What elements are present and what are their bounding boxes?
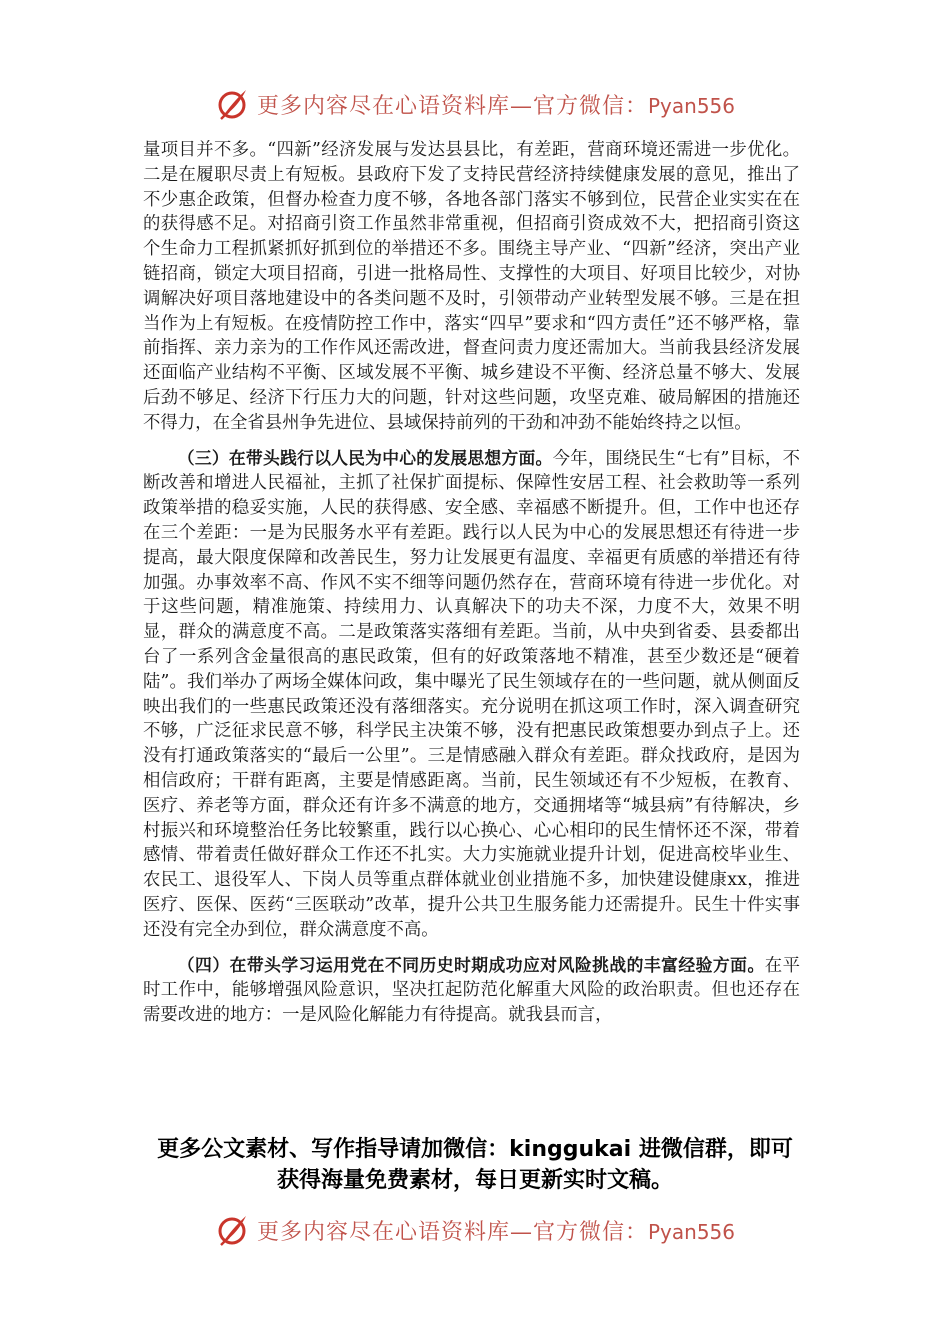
quill-logo-icon — [215, 1212, 251, 1248]
section-4-heading: （四）在带头学习运用党在不同历史时期成功应对风险挑战的丰富经验方面。 — [177, 954, 765, 975]
wechat-id: Pyan556 — [648, 1219, 736, 1244]
banner-text: 更多内容尽在心语资料库—官方微信：Pyan556 — [256, 1219, 736, 1245]
wechat-id: Pyan556 — [648, 93, 736, 118]
paragraph-continuation: 量项目并不多。“四新”经济发展与发达县县比，有差距，营商环境还需进一步优化。二是在履职尽责上有短板。县政府下发了支持民营经济持续健康发展的意见，推出了不少惠企政策，但督办检查力度不够，各地各部门落实不够到位，民营企业实实在在的获得感不足。对招商引资工作虽然非常重视，但招商引资成效不大，把招商引资这个生命力工程抓紧抓好抓到位的举措还不多。围绕主导产业、“四新”经济，突出产业链招商，锁定大项目招商，引进一批格局性、支撑性的大项目、好项目比较少，对协调解决好项目落地建设中的各类问题不及时，引领带动产业转型发展不够。三是在担当作为上有短板。在疫情防控工作中，落实“四早”要求和“四方责任”还不够严格，靠前指挥、亲力亲为的工作作风还需改进，督查问责力度还需加大。当前我县经济发展还面临产业结构不平衡、区域发展不平衡、城乡建设不平衡、经济总量不够大、发展后劲不够足、经济下行压力大的问题，针对这些问题，攻坚克难、破局解困的措施还不得力，在全省县州争先进位、县域保持前列的干劲和冲劲不能始终持之以恒。 — [143, 140, 800, 433]
section-3-body: 今年，围绕民生“七有”目标，不断改善和增进人民福祉，主抓了社保扩面提标、保障性安居工程、社会救助等一系列政策举措的稳妥实施，人民的获得感、安全感、幸福感不断提升。但，工作中也还存在三个差距：一是为民服务水平有差距。践行以人民为中心的发展思想还有待进一步提高，最大限度保障和改善民生，努力让发展更有温度、幸福更有质感的举措还有待加强。办事效率不高、作风不实不细等问题仍然存在，营商环境有待进一步优化。对于这些问题，精准施策、持续用力、认真解决下的功夫不深，力度不大，效果不明显，群众的满意度不高。二是政策落实落细有差距。当前，从中央到省委、县委都出台了一系列含金量很高的惠民政策，但有的好政策落地不精准，甚至少数还是“硬着陆”。我们举办了两场全媒体问政，集中曝光了民生领域存在的一些问题，就从侧面反映出我们的一些惠民政策还没有落细落实。充分说明在抓这项工作时，深入调查研究不够，广泛征求民意不够，科学民主决策不够，没有把惠民政策想要办到点子上。还没有打通政策落实的“最后一公里”。三是情感融入群众有差距。群众找政府，是因为相信政府；干群有距离，主要是情感距离。当前，民生领域还有不少短板，在教育、医疗、养老等方面，群众还有许多不满意的地方，交通拥堵等“城县病”有待解决，乡村振兴和环境整治任务比较繁重，践行以心换心、心心相印的民生情怀还不深，带着感情、带着责任做好群众工作还不扎实。大力实施就业提升计划，促进高校毕业生、农民工、退役军人、下岗人员等重点群体就业创业措施不多，加快建设健康xx，推进医疗、医保、医药“三医联动”改革，提升公共卫生服务能力还需提升。民生十件实事还没有完全办到位，群众满意度不高。 — [143, 448, 800, 940]
section-4-body: 在平时工作中，能够增强风险意识，坚决扛起防范化解重大风险的政治职责。但也还存在需要改进的地方：一是风险化解能力有待提高。就我县而言， — [143, 955, 800, 1026]
paragraph-section-4 — [143, 953, 800, 1028]
header-banner — [0, 82, 950, 126]
promo-notice — [100, 1134, 850, 1196]
document-body — [143, 138, 800, 1038]
banner-text: 更多内容尽在心语资料库—官方微信：Pyan556 — [256, 93, 736, 119]
footer-banner — [0, 1208, 950, 1252]
promo-line-2: 获得海量免费素材，每日更新实时文稿。 — [276, 1168, 673, 1193]
quill-logo-icon — [215, 86, 251, 122]
paragraph-section-3 — [143, 446, 800, 943]
promo-line-1: 更多公文素材、写作指导请加微信：kinggukai 进微信群，即可 — [157, 1137, 793, 1162]
section-3-heading: （三）在带头践行以人民为中心的发展思想方面。 — [177, 447, 553, 468]
